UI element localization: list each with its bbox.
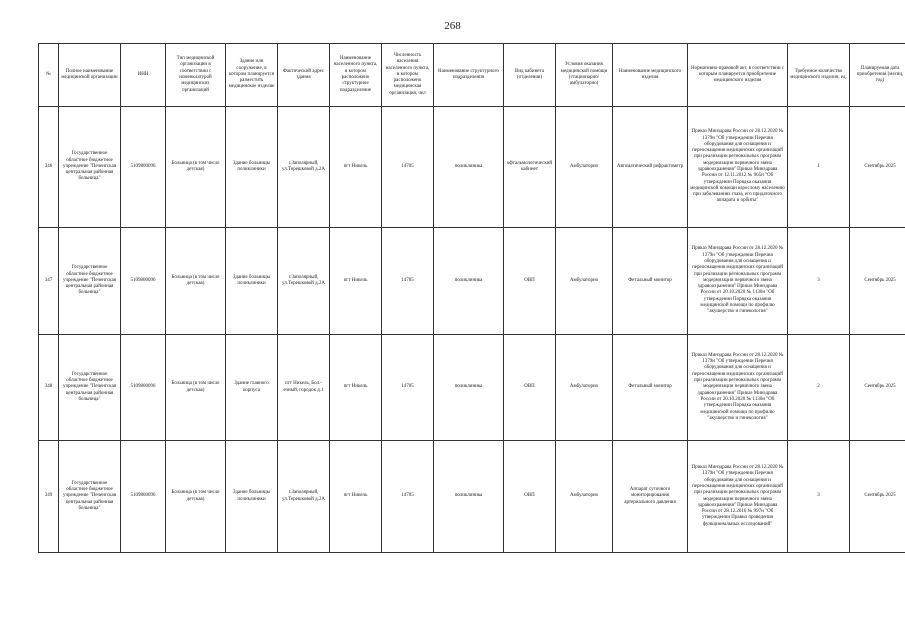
purchase-date: Сентябрь 2025 [850,107,905,228]
inn: 5109800096 [121,228,166,335]
row-number: 347 [39,228,59,335]
inn: 5109800096 [121,441,166,553]
org-type: Больница (в том числе детская) [166,228,226,335]
org-name: Государственное областное бюджетное учреждение "Печенгская центральная районная больница" [59,107,121,228]
table-row [39,228,905,335]
care-conditions: Амбулаторно [556,107,613,228]
org-name: Государственное областное бюджетное учреждение "Печенгская центральная районная больница" [59,228,121,335]
building: Здание больницы поликлиники [226,228,278,335]
device-name: Аппарат суточного мониторирования артериального давления [613,441,688,553]
care-conditions: Амбулаторно [556,228,613,335]
cabinet-type: ОВП [504,228,556,335]
address: г.Заполярный, ул.Терешковой д.2А [278,228,330,335]
legal-act: Приказ Минздрава России от 28.12.2020 № 1379н "Об утверждении Перечня оборудования для оснащения и переоснащения медицинских организаций при реализации региональных программ модернизации первичного звена здравоохранения" Приказ Минздрава России от 20.10.2020 № 1130н "Об утверждении Порядка оказания медицинской помощи по профилю "акушерство и гинекология" [688,335,788,441]
care-conditions: Амбулаторно [556,335,613,441]
header-cell: Наименование медицинского изделия [613,44,688,107]
header-cell: Наименование структурного подразделения [434,44,504,107]
quantity: 1 [788,107,850,228]
quantity: 3 [788,228,850,335]
address: пгт Никель, Бол.-ечный, городок д.1 [278,335,330,441]
structural-unit: поликлиника [434,335,504,441]
org-type: Больница (в том числе детская) [166,335,226,441]
settlement: пгт Никель [330,335,382,441]
building: Здание больницы поликлиники [226,107,278,228]
population: 14705 [382,228,434,335]
address: г.Заполярный, ул.Терешковой д.2А [278,107,330,228]
page-number: 268 [444,20,461,32]
header-cell: Здание или сооружение, в котором планируется разместить медицинское изделие [226,44,278,107]
header-cell: Численность населения населенного пункта, в котором расположено медицинская организация, чел [382,44,434,107]
inn: 5109800096 [121,107,166,228]
org-name: Государственное областное бюджетное учреждение "Печенгская центральная районная больница" [59,335,121,441]
building: Здание главного корпуса [226,335,278,441]
settlement: пгт Никель [330,228,382,335]
structural-unit: поликлиника [434,441,504,553]
header-cell: № [39,44,59,107]
structural-unit: поликлиника [434,107,504,228]
quantity: 3 [788,441,850,553]
header-cell: Полное наименование медицинской организации [59,44,121,107]
table-row [39,107,905,228]
population: 14705 [382,335,434,441]
structural-unit: поликлиника [434,228,504,335]
row-number: 349 [39,441,59,553]
header-cell: Фактический адрес здания [278,44,330,107]
population: 14705 [382,441,434,553]
org-type: Больница (в том числе детская) [166,107,226,228]
legal-act: Приказ Минздрава России от 28.12.2020 № 1379н "Об утверждении Перечня оборудования для оснащения и переоснащения медицинских организаций при реализации региональных программ модернизации первичного звена здравоохранения" Приказ Минздрава России от 12.11.2012 № 905н "Об утверждении Порядка оказания медицинской помощи взрослому населению при заболеваниях глаза, его придаточного аппарата и орбиты" [688,107,788,228]
device-name: Автоматический рефрактометр [613,107,688,228]
purchase-date: Сентябрь 2025 [850,441,905,553]
settlement: пгт Никель [330,107,382,228]
cabinet-type: ОВП [504,441,556,553]
device-name: Фетальный монитор [613,335,688,441]
header-cell: Тип медицинской организации в соответствии с номенклатурой медицинских организаций [166,44,226,107]
address: г.Заполярный, ул.Терешковой д.2А [278,441,330,553]
cabinet-type: офтальмологический кабинет [504,107,556,228]
care-conditions: Амбулаторно [556,441,613,553]
settlement: пгт Никель [330,441,382,553]
table-row [39,335,905,441]
header-cell: Наименование населенного пункта, в котором расположено структурное подразделение [330,44,382,107]
header-cell: Нормативно-правовой акт, в соответствии с которым планируется приобретение медицинского изделия [688,44,788,107]
purchase-date: Сентябрь 2025 [850,228,905,335]
building: Здание больницы поликлиники [226,441,278,553]
equipment-table [38,43,905,553]
header-cell: Вид кабинета (отделения) [504,44,556,107]
legal-act: Приказ Минздрава России от 28.12.2020 № 1379н "Об утверждении Перечня оборудования для оснащения и переоснащения медицинских организаций при реализации региональных программ модернизации первичного звена здравоохранения" Приказ Минздрава России от 28.12.2016 № 997н "Об утверждении Правил проведения функциональных исследований" [688,441,788,553]
row-number: 346 [39,107,59,228]
table-header-row [39,44,905,107]
header-cell: Требуемое количество медицинского изделия, ед. [788,44,850,107]
legal-act: Приказ Минздрава России от 28.12.2020 № 1379н "Об утверждении Перечня оборудования для оснащения и переоснащения медицинских организаций при реализации региональных программ модернизации первичного звена здравоохранения" Приказ Минздрава России от 20.10.2020 № 1130н "Об утверждении Порядка оказания медицинской помощи по профилю "акушерство и гинекология" [688,228,788,335]
table-row [39,441,905,553]
row-number: 348 [39,335,59,441]
population: 14705 [382,107,434,228]
org-name: Государственное областное бюджетное учреждение "Печенгская центральная районная больница" [59,441,121,553]
header-cell: ИНН [121,44,166,107]
header-cell: Планируемая дата приобретения (месяц, год) [850,44,905,107]
org-type: Больница (в том числе детская) [166,441,226,553]
quantity: 2 [788,335,850,441]
header-cell: Условия оказания медицинской помощи (стационарно/амбулаторно) [556,44,613,107]
cabinet-type: ОВП [504,335,556,441]
purchase-date: Сентябрь 2025 [850,335,905,441]
inn: 5109800096 [121,335,166,441]
device-name: Фетальный монитор [613,228,688,335]
